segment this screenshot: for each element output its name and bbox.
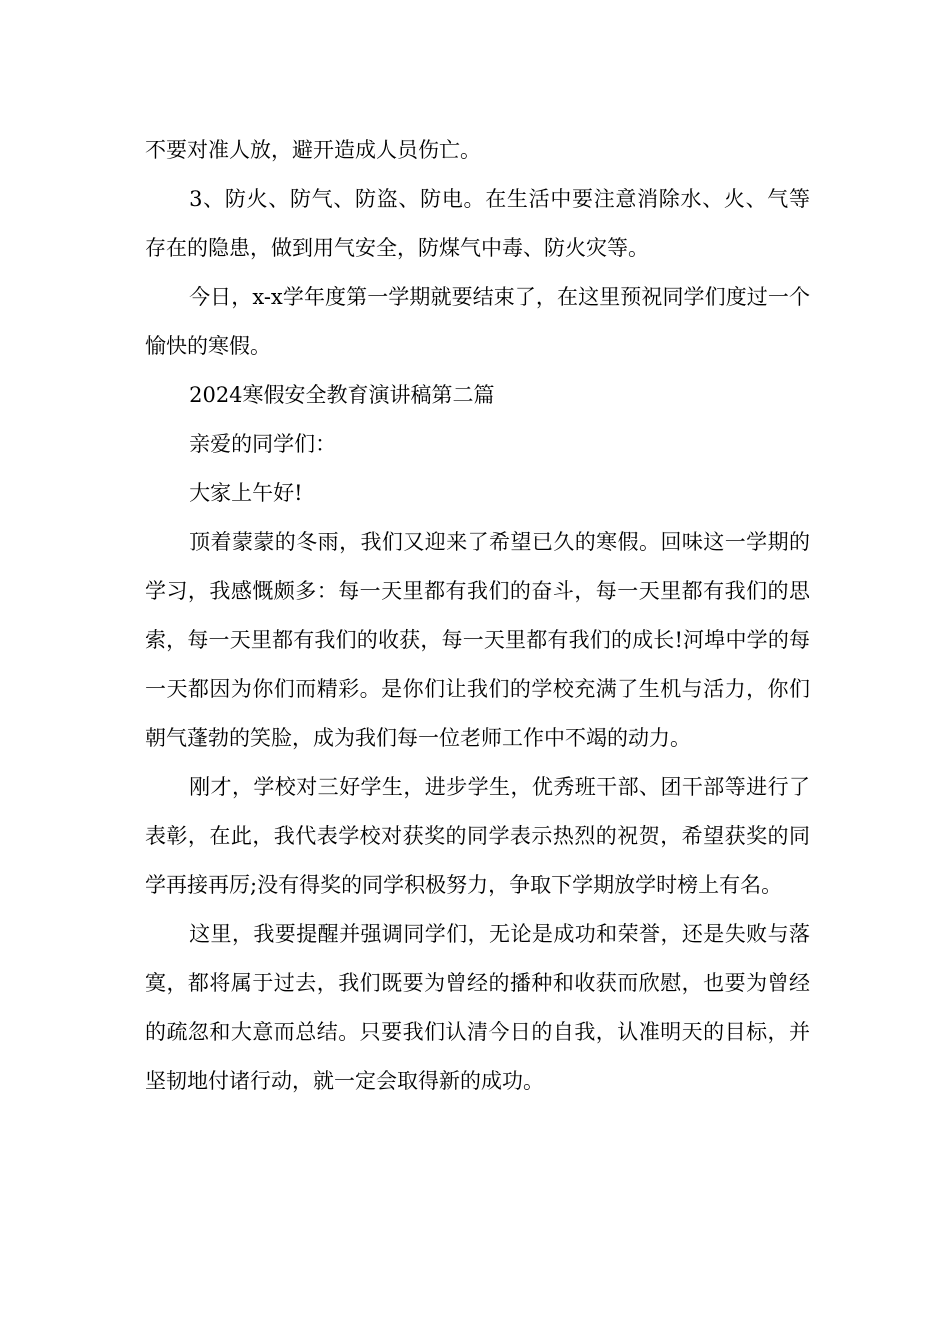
paragraph-8: 刚才，学校对三好学生，进步学生，优秀班干部、团干部等进行了表彰，在此，我代表学校对获奖的同学表示热烈的祝贺，希望获奖的同学再接再厉;没有得奖的同学积极努力，争取下学期放学时榜上有名。	[145, 775, 810, 897]
section-title: 2024寒假安全教育演讲稿第二篇	[189, 383, 495, 407]
greeting: 大家上午好!	[189, 481, 303, 505]
paragraph-2: 3、防火、防气、防盗、防电。在生活中要注意消除水、火、气等存在的隐患，做到用气安全，防煤气中毒、防火灾等。	[145, 187, 810, 260]
paragraph-1: 不要对准人放，避开造成人员伤亡。	[145, 138, 481, 162]
salutation: 亲爱的同学们：	[189, 432, 337, 456]
document-body	[145, 126, 810, 1106]
paragraph-7: 顶着蒙蒙的冬雨，我们又迎来了希望已久的寒假。回味这一学期的学习，我感慨颇多：每一天里都有我们的奋斗，每一天里都有我们的思索，每一天里都有我们的收获，每一天里都有我们的成长!河埠中学的每一天都因为你们而精彩。是你们让我们的学校充满了生机与活力，你们朝气蓬勃的笑脸，成为我们每一位老师工作中不竭的动力。	[145, 530, 810, 750]
paragraph-3: 今日，x-x学年度第一学期就要结束了，在这里预祝同学们度过一个愉快的寒假。	[145, 285, 810, 358]
paragraph-9: 这里，我要提醒并强调同学们，无论是成功和荣誉，还是失败与落寞，都将属于过去，我们既要为曾经的播种和收获而欣慰，也要为曾经的疏忽和大意而总结。只要我们认清今日的自我，认准明天的目标，并坚韧地付诸行动，就一定会取得新的成功。	[145, 922, 810, 1093]
